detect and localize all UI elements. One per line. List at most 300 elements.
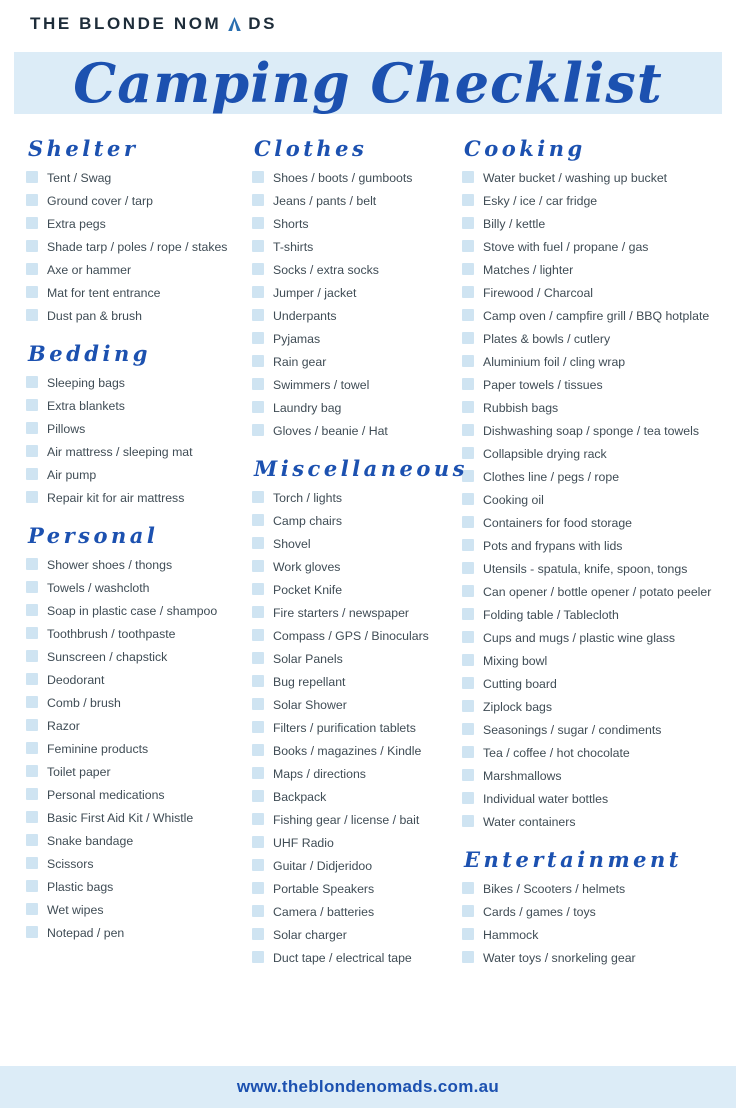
checklist-item-label: Fire starters / newspaper [273, 606, 409, 620]
checklist-item[interactable] [252, 560, 462, 574]
checklist-item[interactable] [252, 606, 462, 620]
checkbox[interactable] [252, 859, 264, 871]
checklist-sheet [0, 122, 736, 981]
checkbox[interactable] [252, 836, 264, 848]
checklist-item[interactable] [462, 700, 722, 714]
checkbox[interactable] [462, 882, 474, 894]
checklist-item[interactable] [462, 746, 722, 760]
checkbox[interactable] [462, 309, 474, 321]
checklist-item[interactable] [252, 491, 462, 505]
checkbox[interactable] [462, 700, 474, 712]
checkbox[interactable] [252, 514, 264, 526]
checkbox[interactable] [252, 332, 264, 344]
checklist-item[interactable] [252, 286, 462, 300]
checklist-item-label: Backpack [273, 790, 327, 804]
checkbox[interactable] [462, 217, 474, 229]
checkbox[interactable] [26, 696, 38, 708]
checklist-item[interactable] [252, 240, 462, 254]
checkbox[interactable] [26, 194, 38, 206]
checklist-item[interactable] [26, 445, 252, 459]
checklist-item[interactable] [26, 286, 252, 300]
checklist-item[interactable] [462, 905, 722, 919]
checklist-item[interactable] [252, 263, 462, 277]
checkbox[interactable] [26, 880, 38, 892]
checklist-item[interactable] [26, 217, 252, 231]
checklist-item[interactable] [26, 696, 252, 710]
checklist-item-label: Notepad / pen [47, 926, 125, 940]
checklist-item[interactable] [26, 857, 252, 871]
checklist-item[interactable] [462, 928, 722, 942]
checkbox[interactable] [252, 721, 264, 733]
checklist-item-label: Personal medications [47, 788, 165, 802]
checklist-item-label: Individual water bottles [483, 792, 609, 806]
checklist-item-label: Shower shoes / thongs [47, 558, 173, 572]
checkbox[interactable] [252, 491, 264, 503]
checklist-item[interactable] [26, 309, 252, 323]
checklist-item[interactable] [26, 834, 252, 848]
checklist-item-label: Pyjamas [273, 332, 321, 346]
checkbox[interactable] [252, 606, 264, 618]
checkbox[interactable] [26, 581, 38, 593]
section-heading-label: Personal [28, 523, 159, 548]
checkbox[interactable] [26, 673, 38, 685]
section-heading [462, 134, 592, 163]
checklist-item[interactable] [462, 447, 722, 461]
checkbox[interactable] [26, 217, 38, 229]
checklist-item-label: Cooking oil [483, 493, 544, 507]
checklist-item[interactable] [26, 742, 252, 756]
checklist-item[interactable] [252, 744, 462, 758]
page-title: Camping Checklist [73, 51, 663, 115]
checkbox[interactable] [26, 240, 38, 252]
checklist-item[interactable] [252, 836, 462, 850]
checkbox[interactable] [252, 240, 264, 252]
checklist-item-label: Solar Shower [273, 698, 347, 712]
checkbox[interactable] [462, 378, 474, 390]
checklist-item[interactable] [252, 424, 462, 438]
checkbox[interactable] [252, 583, 264, 595]
section-heading-label: Cooking [464, 136, 586, 161]
checklist-item-label: Camera / batteries [273, 905, 375, 919]
checklist-item[interactable] [462, 608, 722, 622]
checkbox[interactable] [252, 928, 264, 940]
checklist-item[interactable] [462, 401, 722, 415]
checklist-item[interactable] [462, 424, 722, 438]
checklist-item-label: Jumper / jacket [273, 286, 357, 300]
checkbox[interactable] [462, 539, 474, 551]
title-banner [14, 44, 722, 122]
checkbox[interactable] [26, 857, 38, 869]
checklist-item-label: Socks / extra socks [273, 263, 379, 277]
checklist-item[interactable] [462, 539, 722, 553]
checklist-item[interactable] [26, 719, 252, 733]
section-heading [252, 134, 373, 163]
checklist-item[interactable] [462, 470, 722, 484]
checkbox[interactable] [26, 558, 38, 570]
section-heading [26, 134, 144, 163]
checklist-item[interactable] [252, 194, 462, 208]
checklist-item[interactable] [462, 654, 722, 668]
checklist-item[interactable] [252, 583, 462, 597]
checklist-item-label: Aluminium foil / cling wrap [483, 355, 626, 369]
checkbox[interactable] [252, 309, 264, 321]
checkbox[interactable] [252, 194, 264, 206]
checkbox[interactable] [462, 424, 474, 436]
checklist-item-label: Cups and mugs / plastic wine glass [483, 631, 676, 645]
checklist-item[interactable] [26, 399, 252, 413]
checkbox[interactable] [252, 629, 264, 641]
checklist-column-2 [252, 134, 468, 981]
checklist-item[interactable] [462, 332, 722, 346]
checkbox[interactable] [252, 882, 264, 894]
checklist-item[interactable] [252, 309, 462, 323]
checklist-item[interactable] [252, 378, 462, 392]
checklist-item[interactable] [252, 171, 462, 185]
checklist-item[interactable] [26, 581, 252, 595]
section-heading-label: Clothes [254, 136, 368, 161]
checklist-item[interactable] [462, 493, 722, 507]
checkbox[interactable] [462, 332, 474, 344]
checkbox[interactable] [462, 355, 474, 367]
checklist-item-label: Water bucket / washing up bucket [483, 171, 668, 185]
checklist-item[interactable] [462, 951, 722, 965]
checklist-item[interactable] [252, 859, 462, 873]
checkbox[interactable] [26, 399, 38, 411]
checkbox[interactable] [26, 171, 38, 183]
checklist-item-label: Compass / GPS / Binoculars [273, 629, 429, 643]
checkbox[interactable] [252, 675, 264, 687]
checklist-item-label: Solar charger [273, 928, 347, 942]
checklist-item-label: Laundry bag [273, 401, 342, 415]
checklist-column-1 [26, 134, 252, 981]
checklist-item-label: Soap in plastic case / shampoo [47, 604, 218, 618]
checklist-item[interactable] [462, 355, 722, 369]
checkbox[interactable] [26, 604, 38, 616]
checklist-item-label: Pots and frypans with lids [483, 539, 623, 553]
checkbox[interactable] [26, 286, 38, 298]
checklist-item[interactable] [462, 769, 722, 783]
checklist-item[interactable] [252, 721, 462, 735]
checklist-item-label: Cards / games / toys [483, 905, 596, 919]
checklist-item-label: Billy / kettle [483, 217, 546, 231]
checklist-item-label: Water toys / snorkeling gear [483, 951, 636, 965]
checkbox[interactable] [252, 951, 264, 963]
checklist-items [26, 558, 252, 940]
checkbox[interactable] [26, 903, 38, 915]
checklist-item[interactable] [462, 585, 722, 599]
checkbox[interactable] [26, 650, 38, 662]
checklist-item-label: Firewood / Charcoal [483, 286, 594, 300]
checklist-item-label: Tea / coffee / hot chocolate [483, 746, 630, 760]
checklist-item[interactable] [252, 675, 462, 689]
checklist-item[interactable] [26, 673, 252, 687]
checkbox[interactable] [462, 654, 474, 666]
checkbox[interactable] [462, 928, 474, 940]
checklist-item-label: Utensils - spatula, knife, spoon, tongs [483, 562, 688, 576]
checklist-item[interactable] [26, 263, 252, 277]
checklist-item[interactable] [462, 815, 722, 829]
checkbox[interactable] [462, 171, 474, 183]
checklist-item[interactable] [462, 562, 722, 576]
checklist-item[interactable] [252, 905, 462, 919]
checkbox[interactable] [26, 811, 38, 823]
checkbox[interactable] [252, 790, 264, 802]
checkbox[interactable] [26, 263, 38, 275]
checklist-item[interactable] [252, 767, 462, 781]
checklist-item[interactable] [252, 332, 462, 346]
checklist-item[interactable] [26, 468, 252, 482]
checklist-item-label: Books / magazines / Kindle [273, 744, 422, 758]
checkbox[interactable] [252, 698, 264, 710]
checklist-item-label: Shade tarp / poles / rope / stakes [47, 240, 228, 254]
checklist-item-label: Clothes line / pegs / rope [483, 470, 620, 484]
checklist-item-label: Folding table / Tablecloth [483, 608, 619, 622]
checkbox[interactable] [462, 905, 474, 917]
checklist-item[interactable] [252, 790, 462, 804]
checklist-item-label: Hammock [483, 928, 539, 942]
checklist-column-3 [462, 134, 722, 981]
checkbox[interactable] [26, 627, 38, 639]
checkbox[interactable] [26, 788, 38, 800]
checklist-item-label: Deodorant [47, 673, 105, 687]
checklist-item-label: Mixing bowl [483, 654, 548, 668]
checkbox[interactable] [462, 723, 474, 735]
checklist-item[interactable] [252, 698, 462, 712]
checklist-item-label: Esky / ice / car fridge [483, 194, 598, 208]
checklist-item[interactable] [252, 217, 462, 231]
checklist-item[interactable] [26, 903, 252, 917]
section-heading-label: Bedding [28, 341, 151, 366]
checklist-item-label: Scissors [47, 857, 94, 871]
checklist-item[interactable] [462, 286, 722, 300]
checklist-item-label: Plastic bags [47, 880, 114, 894]
checklist-item-label: Shorts [273, 217, 309, 231]
checklist-item-label: Duct tape / electrical tape [273, 951, 412, 965]
checklist-item-label: Jeans / pants / belt [273, 194, 377, 208]
checklist-item-label: T-shirts [273, 240, 314, 254]
section-heading-label: Entertainment [464, 847, 683, 872]
checklist-item[interactable] [252, 951, 462, 965]
checkbox[interactable] [252, 286, 264, 298]
checklist-item-label: Dishwashing soap / sponge / tea towels [483, 424, 700, 438]
checklist-item-label: Basic First Aid Kit / Whistle [47, 811, 194, 825]
checklist-item[interactable] [462, 263, 722, 277]
checkbox[interactable] [252, 744, 264, 756]
checkbox[interactable] [26, 926, 38, 938]
checklist-item-label: Comb / brush [47, 696, 121, 710]
checklist-item[interactable] [26, 422, 252, 436]
checklist-item-label: Wet wipes [47, 903, 104, 917]
checklist-item-label: Torch / lights [273, 491, 343, 505]
checklist-section [26, 339, 252, 505]
checklist-item[interactable] [462, 194, 722, 208]
checklist-item-label: Paper towels / tissues [483, 378, 603, 392]
section-heading [26, 339, 157, 368]
checkbox[interactable] [462, 263, 474, 275]
checkbox[interactable] [252, 401, 264, 413]
checklist-item[interactable] [252, 355, 462, 369]
checkbox[interactable] [462, 677, 474, 689]
checkbox[interactable] [462, 286, 474, 298]
checkbox[interactable] [462, 401, 474, 413]
checkbox[interactable] [26, 376, 38, 388]
checkbox[interactable] [26, 445, 38, 457]
checklist-item[interactable] [26, 650, 252, 664]
checkbox[interactable] [26, 719, 38, 731]
checklist-item[interactable] [26, 788, 252, 802]
checklist-item[interactable] [26, 376, 252, 390]
section-heading [252, 454, 474, 483]
checklist-item-label: Fishing gear / license / bait [273, 813, 420, 827]
checkbox[interactable] [26, 468, 38, 480]
checkbox[interactable] [462, 493, 474, 505]
checklist-item-label: UHF Radio [273, 836, 334, 850]
checklist-item-label: Tent / Swag [47, 171, 112, 185]
checklist-items [462, 171, 722, 829]
checklist-item-label: Snake bandage [47, 834, 134, 848]
checklist-item[interactable] [26, 491, 252, 505]
checklist-item-label: Feminine products [47, 742, 149, 756]
checkbox[interactable] [252, 813, 264, 825]
checklist-item[interactable] [462, 792, 722, 806]
checklist-item[interactable] [26, 811, 252, 825]
checkbox[interactable] [26, 422, 38, 434]
checklist-item[interactable] [462, 516, 722, 530]
checklist-item-label: Toothbrush / toothpaste [47, 627, 176, 641]
checklist-section [462, 845, 722, 965]
checkbox[interactable] [462, 562, 474, 574]
checklist-item[interactable] [462, 240, 722, 254]
checkbox[interactable] [462, 746, 474, 758]
checkbox[interactable] [252, 560, 264, 572]
checklist-item-label: Collapsible drying rack [483, 447, 607, 461]
checklist-item[interactable] [462, 378, 722, 392]
checkbox[interactable] [252, 171, 264, 183]
checkbox[interactable] [252, 537, 264, 549]
checklist-item-label: Shovel [273, 537, 311, 551]
checklist-item-label: Camp chairs [273, 514, 343, 528]
checklist-item-label: Rubbish bags [483, 401, 559, 415]
checklist-item-label: Plates & bowls / cutlery [483, 332, 611, 346]
brand-header [0, 0, 736, 40]
checkbox[interactable] [462, 769, 474, 781]
checklist-items [252, 171, 462, 438]
checklist-section [26, 134, 252, 323]
checkbox[interactable] [26, 491, 38, 503]
checkbox[interactable] [462, 240, 474, 252]
checkbox[interactable] [252, 217, 264, 229]
checklist-items [26, 171, 252, 323]
checklist-item[interactable] [26, 194, 252, 208]
checkbox[interactable] [252, 905, 264, 917]
checklist-section [252, 134, 462, 438]
checklist-item-label: Sleeping bags [47, 376, 125, 390]
checkbox[interactable] [252, 355, 264, 367]
checklist-item[interactable] [462, 631, 722, 645]
checklist-item-label: Rain gear [273, 355, 327, 369]
checklist-item[interactable] [26, 926, 252, 940]
checklist-item[interactable] [26, 240, 252, 254]
checklist-item[interactable] [252, 813, 462, 827]
checklist-section [26, 521, 252, 940]
checklist-item[interactable] [462, 309, 722, 323]
checkbox[interactable] [462, 631, 474, 643]
checkbox[interactable] [252, 767, 264, 779]
checklist-item-label: Water containers [483, 815, 576, 829]
checklist-item[interactable] [252, 928, 462, 942]
section-heading-label: Miscellaneous [254, 456, 468, 481]
checklist-item[interactable] [462, 882, 722, 896]
checkbox[interactable] [462, 608, 474, 620]
checkbox[interactable] [462, 792, 474, 804]
checklist-item-label: Containers for food storage [483, 516, 633, 530]
checkbox[interactable] [462, 815, 474, 827]
checklist-items [26, 376, 252, 505]
checklist-item[interactable] [252, 401, 462, 415]
checklist-item-label: Axe or hammer [47, 263, 132, 277]
checkbox[interactable] [252, 652, 264, 664]
checkbox[interactable] [26, 765, 38, 777]
checklist-item-label: Pillows [47, 422, 86, 436]
checklist-item-label: Underpants [273, 309, 337, 323]
brand-name-after: DS [248, 14, 278, 33]
checkbox[interactable] [252, 263, 264, 275]
checkbox[interactable] [462, 516, 474, 528]
checklist-item[interactable] [26, 765, 252, 779]
checkbox[interactable] [252, 424, 264, 436]
checklist-item[interactable] [252, 514, 462, 528]
checklist-item-label: Marshmallows [483, 769, 562, 783]
checklist-item-label: Shoes / boots / gumboots [273, 171, 413, 185]
checklist-item-label: Filters / purification tablets [273, 721, 416, 735]
checklist-item[interactable] [252, 629, 462, 643]
checklist-item-label: Camp oven / campfire grill / BBQ hotplate [483, 309, 710, 323]
checkbox[interactable] [462, 194, 474, 206]
checklist-item-label: Solar Panels [273, 652, 343, 666]
checklist-item-label: Dust pan & brush [47, 309, 143, 323]
checkbox[interactable] [26, 742, 38, 754]
checkbox[interactable] [252, 378, 264, 390]
checklist-item[interactable] [26, 604, 252, 618]
checklist-item-label: Bikes / Scooters / helmets [483, 882, 626, 896]
checklist-item[interactable] [462, 217, 722, 231]
checklist-item[interactable] [26, 171, 252, 185]
checkbox[interactable] [26, 309, 38, 321]
checklist-item[interactable] [252, 537, 462, 551]
checkbox[interactable] [462, 585, 474, 597]
checklist-section [252, 454, 468, 965]
checklist-item-label: Can opener / bottle opener / potato peeler [483, 585, 712, 599]
checklist-item[interactable] [462, 171, 722, 185]
checklist-item-label: Portable Speakers [273, 882, 375, 896]
checkbox[interactable] [26, 834, 38, 846]
checklist-item[interactable] [252, 652, 462, 666]
checklist-items [252, 491, 462, 965]
checklist-item-label: Towels / washcloth [47, 581, 150, 595]
checklist-item-label: Ground cover / tarp [47, 194, 153, 208]
checklist-item-label: Mat for tent entrance [47, 286, 161, 300]
checkbox[interactable] [462, 951, 474, 963]
checklist-item-label: Maps / directions [273, 767, 366, 781]
checklist-item[interactable] [462, 677, 722, 691]
checklist-item[interactable] [26, 558, 252, 572]
checklist-item[interactable] [462, 723, 722, 737]
checklist-item[interactable] [26, 880, 252, 894]
checklist-item-label: Seasonings / sugar / condiments [483, 723, 662, 737]
checklist-item[interactable] [252, 882, 462, 896]
checklist-item[interactable] [26, 627, 252, 641]
checklist-item-label: Work gloves [273, 560, 341, 574]
